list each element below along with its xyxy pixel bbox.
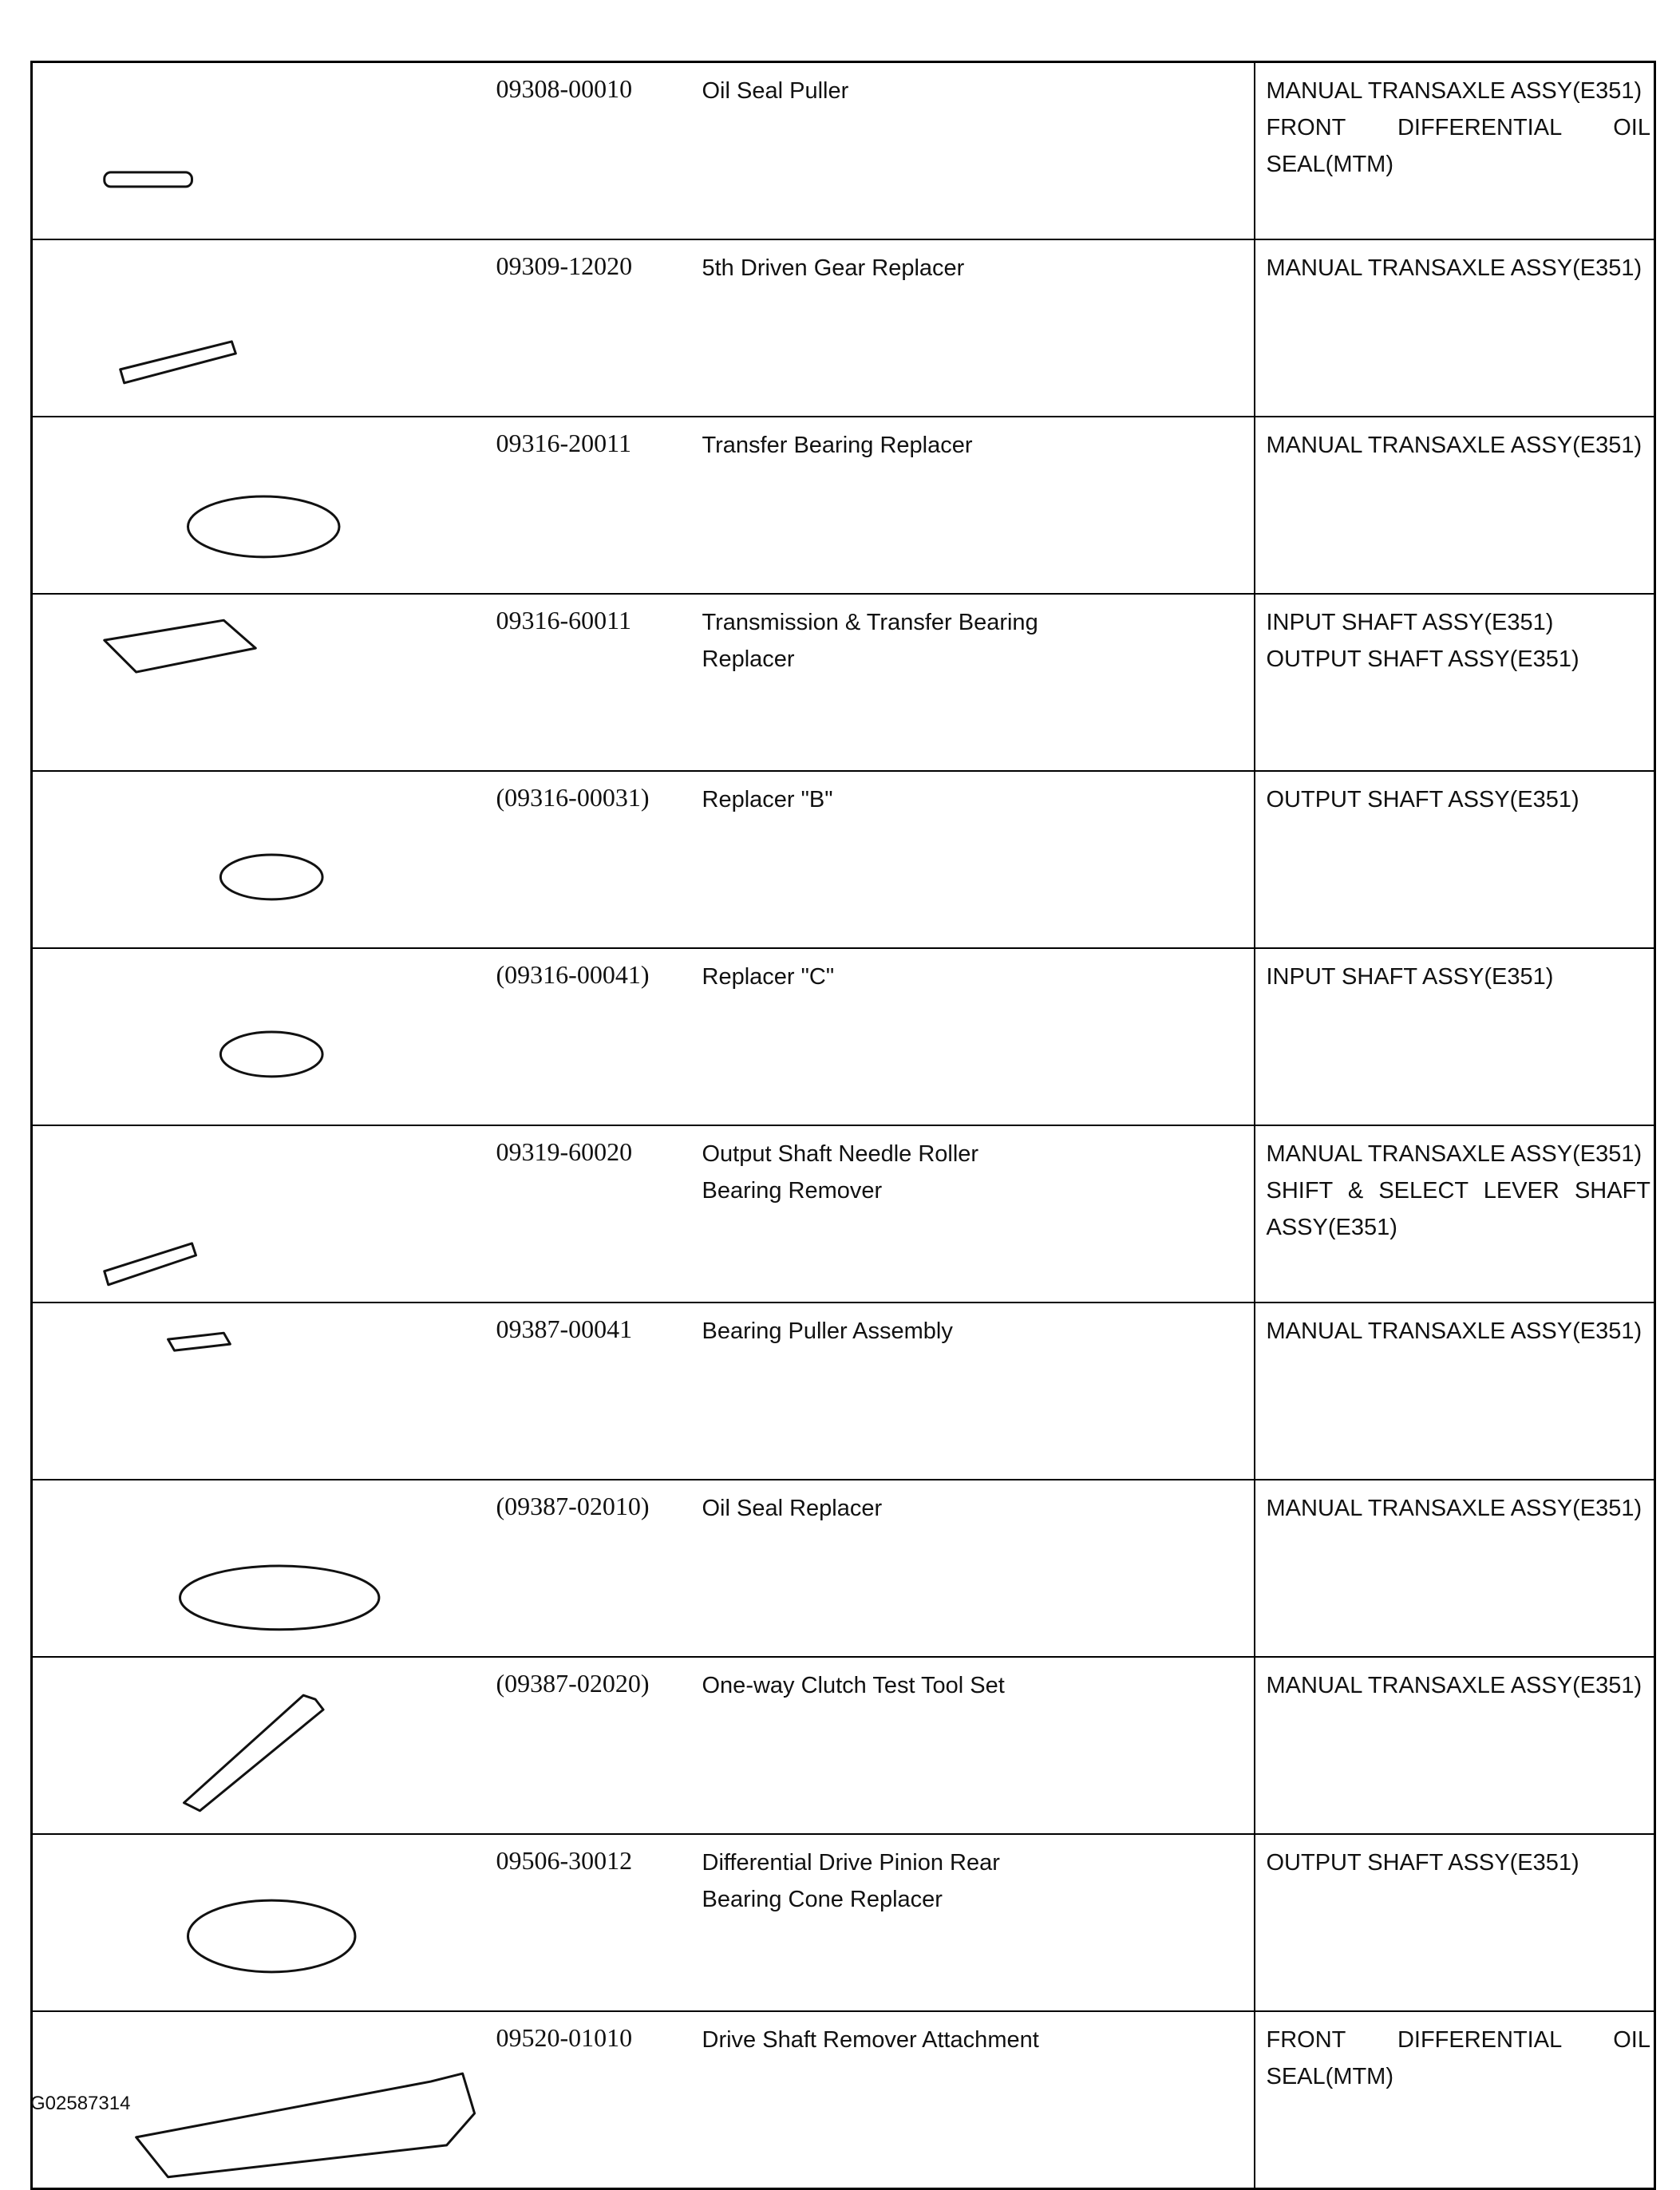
part-number: (09316-00041) [496, 960, 650, 989]
tool-name-cell [702, 771, 1255, 948]
tool-name-line: Transmission & Transfer Bearing [702, 610, 1038, 635]
tool-name-cell [702, 1480, 1255, 1657]
tool-illustration-cell [32, 417, 495, 594]
bearing-replacer-illustration [33, 417, 495, 593]
tool-name-cell [702, 594, 1255, 771]
applicable-assembly-line: OUTPUT SHAFT ASSY(E351) [1266, 646, 1579, 672]
replacer-c-illustration [33, 949, 495, 1125]
applicable-assembly-line: SEAL(MTM) [1266, 2064, 1393, 2089]
tool-name-cell [702, 62, 1255, 240]
applicable-assembly-cell [1255, 948, 1655, 1125]
driven-gear-replacer-illustration [33, 240, 495, 416]
part-number-cell [495, 1834, 702, 2011]
applicable-assembly-cell [1255, 1125, 1655, 1303]
tool-name-cell [702, 1125, 1255, 1303]
tool-row [32, 239, 1655, 417]
tool-name-line: Bearing Cone Replacer [702, 1887, 943, 1912]
part-number-cell [495, 594, 702, 771]
tool-illustration-cell [32, 948, 495, 1125]
part-number-cell [495, 1125, 702, 1303]
bearing-cone-replacer-illustration [33, 1835, 495, 2010]
part-number: 09387-00041 [496, 1314, 633, 1343]
applicable-assembly-line: MANUAL TRANSAXLE ASSY(E351) [1266, 78, 1642, 104]
applicable-assembly-line: MANUAL TRANSAXLE ASSY(E351) [1266, 255, 1642, 281]
applicable-assembly-line: OUTPUT SHAFT ASSY(E351) [1266, 787, 1579, 812]
applicable-assembly-line: OUTPUT SHAFT ASSY(E351) [1266, 1850, 1579, 1876]
applicable-assembly-cell [1255, 1657, 1655, 1834]
part-number-cell [495, 771, 702, 948]
tool-row [32, 1303, 1655, 1480]
applicable-assembly-line: SHIFT & SELECT LEVER SHAFT [1266, 1178, 1650, 1204]
tool-row [32, 2011, 1655, 2189]
part-number-cell [495, 239, 702, 417]
part-number-cell [495, 1480, 702, 1657]
oil-seal-replacer-ring-illustration [33, 1480, 495, 1656]
part-number-cell [495, 62, 702, 240]
part-number-cell [495, 417, 702, 594]
tool-illustration-cell [32, 62, 495, 240]
tool-row [32, 771, 1655, 948]
tool-illustration-cell [32, 771, 495, 948]
replacer-kit-illustration [33, 595, 495, 770]
replacer-b-illustration [33, 772, 495, 947]
tool-name-line: Replacer "B" [702, 787, 833, 812]
clutch-test-tool-illustration [33, 1658, 495, 1833]
applicable-assembly-cell [1255, 1303, 1655, 1480]
tool-name-line: Drive Shaft Remover Attachment [702, 2027, 1039, 2053]
part-number: 09316-20011 [496, 429, 631, 457]
part-number: (09387-02010) [496, 1492, 650, 1520]
tool-illustration-cell [32, 1125, 495, 1303]
tool-row [32, 594, 1655, 771]
needle-roller-remover-illustration [33, 1126, 495, 1302]
applicable-assembly-line: MANUAL TRANSAXLE ASSY(E351) [1266, 1496, 1642, 1521]
applicable-assembly-cell [1255, 62, 1655, 240]
part-number: 09520-01010 [496, 2023, 633, 2052]
tool-name-line: Transfer Bearing Replacer [702, 433, 973, 458]
part-number: 09319-60020 [496, 1137, 633, 1166]
tool-name-line: Oil Seal Replacer [702, 1496, 883, 1521]
tool-name-line: One-way Clutch Test Tool Set [702, 1673, 1005, 1698]
tool-name-line: Bearing Puller Assembly [702, 1318, 953, 1344]
applicable-assembly-line: MANUAL TRANSAXLE ASSY(E351) [1266, 1141, 1642, 1167]
part-number: 09506-30012 [496, 1846, 633, 1875]
tool-name-cell [702, 239, 1255, 417]
tool-name-cell [702, 1303, 1255, 1480]
tool-name-line: Oil Seal Puller [702, 78, 849, 104]
tool-name-line: Output Shaft Needle Roller [702, 1141, 979, 1167]
tool-name-line: 5th Driven Gear Replacer [702, 255, 965, 281]
tool-illustration-cell [32, 1834, 495, 2011]
applicable-assembly-line: MANUAL TRANSAXLE ASSY(E351) [1266, 433, 1642, 458]
applicable-assembly-line: FRONT DIFFERENTIAL OIL [1266, 2027, 1650, 2053]
part-number: (09387-02020) [496, 1669, 650, 1698]
tool-row [32, 62, 1655, 240]
tool-illustration-cell [32, 239, 495, 417]
tool-name-cell [702, 1834, 1255, 2011]
special-service-tools-table [30, 61, 1656, 2190]
applicable-assembly-line: INPUT SHAFT ASSY(E351) [1266, 610, 1554, 635]
oil-seal-puller-illustration [33, 63, 495, 239]
tool-name-line: Bearing Remover [702, 1178, 883, 1204]
part-number: 09316-60011 [496, 606, 631, 634]
tool-row [32, 1834, 1655, 2011]
bearing-puller-assembly-illustration [33, 1303, 495, 1479]
tool-illustration-cell [32, 1657, 495, 1834]
tool-illustration-cell [32, 594, 495, 771]
tool-name-line: Differential Drive Pinion Rear [702, 1850, 1000, 1876]
part-number-cell [495, 1657, 702, 1834]
tool-name-cell [702, 1657, 1255, 1834]
tool-illustration-cell [32, 1303, 495, 1480]
tool-row [32, 1657, 1655, 1834]
part-number-cell [495, 2011, 702, 2189]
applicable-assembly-line: MANUAL TRANSAXLE ASSY(E351) [1266, 1318, 1642, 1344]
applicable-assembly-line: ASSY(E351) [1266, 1215, 1397, 1240]
tool-name-cell [702, 948, 1255, 1125]
applicable-assembly-line: INPUT SHAFT ASSY(E351) [1266, 964, 1554, 990]
applicable-assembly-cell [1255, 771, 1655, 948]
tool-name-cell [702, 2011, 1255, 2189]
applicable-assembly-cell [1255, 594, 1655, 771]
figure-code: G02587314 [30, 2093, 131, 2114]
tool-name-line: Replacer [702, 646, 795, 672]
applicable-assembly-cell [1255, 417, 1655, 594]
applicable-assembly-line: FRONT DIFFERENTIAL OIL [1266, 115, 1650, 140]
part-number-cell [495, 1303, 702, 1480]
applicable-assembly-line: SEAL(MTM) [1266, 152, 1393, 177]
tool-row [32, 417, 1655, 594]
tool-name-cell [702, 417, 1255, 594]
applicable-assembly-line: MANUAL TRANSAXLE ASSY(E351) [1266, 1673, 1642, 1698]
applicable-assembly-cell [1255, 239, 1655, 417]
part-number: 09308-00010 [496, 74, 633, 103]
applicable-assembly-cell [1255, 1834, 1655, 2011]
part-number-cell [495, 948, 702, 1125]
tool-row [32, 948, 1655, 1125]
applicable-assembly-cell [1255, 1480, 1655, 1657]
tool-name-line: Replacer "C" [702, 964, 835, 990]
tool-row [32, 1125, 1655, 1303]
tool-illustration-cell [32, 1480, 495, 1657]
part-number: (09316-00031) [496, 783, 650, 812]
applicable-assembly-cell [1255, 2011, 1655, 2189]
part-number: 09309-12020 [496, 251, 633, 280]
tool-row [32, 1480, 1655, 1657]
